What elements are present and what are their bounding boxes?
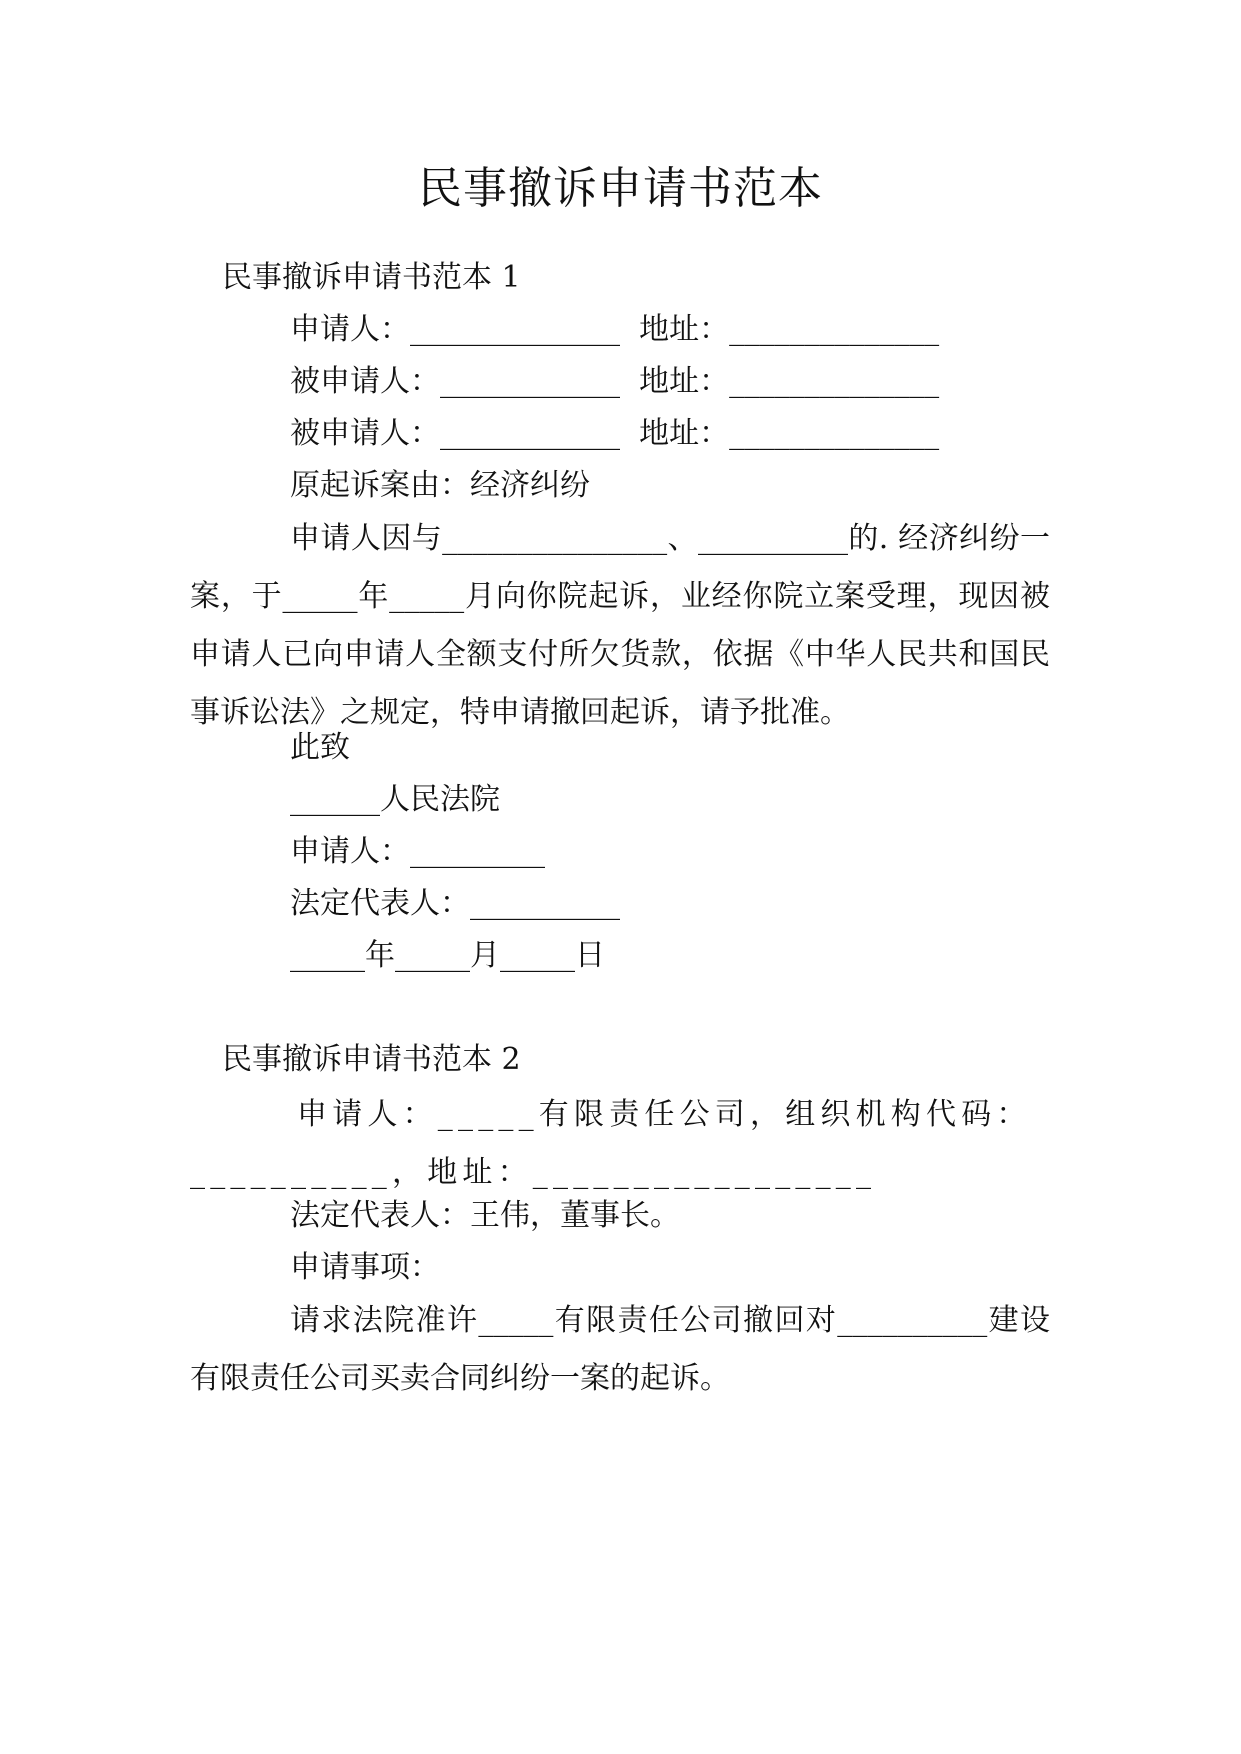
request-paragraph: 请求法院准许_____有限责任公司撤回对__________建设有限责任公司买卖合同纠纷一案的起诉。 <box>190 1303 1050 1396</box>
closing-salutation: 此致 <box>290 730 350 765</box>
document-title: 民事撤诉申请书范本 <box>418 163 823 214</box>
court-line: ______人民法院 <box>290 782 500 817</box>
date-line: _____年_____月_____日 <box>290 938 605 973</box>
respondent-address-line-1: 被申请人：____________ 地址：______________ <box>290 364 940 399</box>
section1-body-paragraph: 申请人因与_______________、__________的. 经济纠纷一案，于_____年_____月向你院起诉，业经你院立案受理，现因被申请人已向申请人全额支付所欠货款，依据《中华人民共和国民事诉讼法》之规定，特申请撤回起诉，请予批准。 <box>190 521 1050 730</box>
representative-signature-line: 法定代表人：__________ <box>290 886 620 921</box>
section2-heading: 民事撤诉申请书范本 2 <box>222 1042 521 1077</box>
matters-label: 申请事项： <box>290 1250 440 1285</box>
section2-representative-line: 法定代表人：王伟，董事长。 <box>290 1198 680 1233</box>
respondent-address-line-2: 被申请人：____________ 地址：______________ <box>290 416 940 451</box>
applicant-signature-line: 申请人：_________ <box>290 834 545 869</box>
case-cause-line: 原起诉案由：经济纠纷 <box>290 468 590 503</box>
applicant-address-line: 申请人：______________ 地址：______________ <box>290 312 940 347</box>
section1-heading: 民事撤诉申请书范本 1 <box>222 260 521 295</box>
section2-applicant-paragraph: 申请人：_____有限责任公司，组织机构代码：__________，地址：_________________ <box>190 1097 1032 1190</box>
